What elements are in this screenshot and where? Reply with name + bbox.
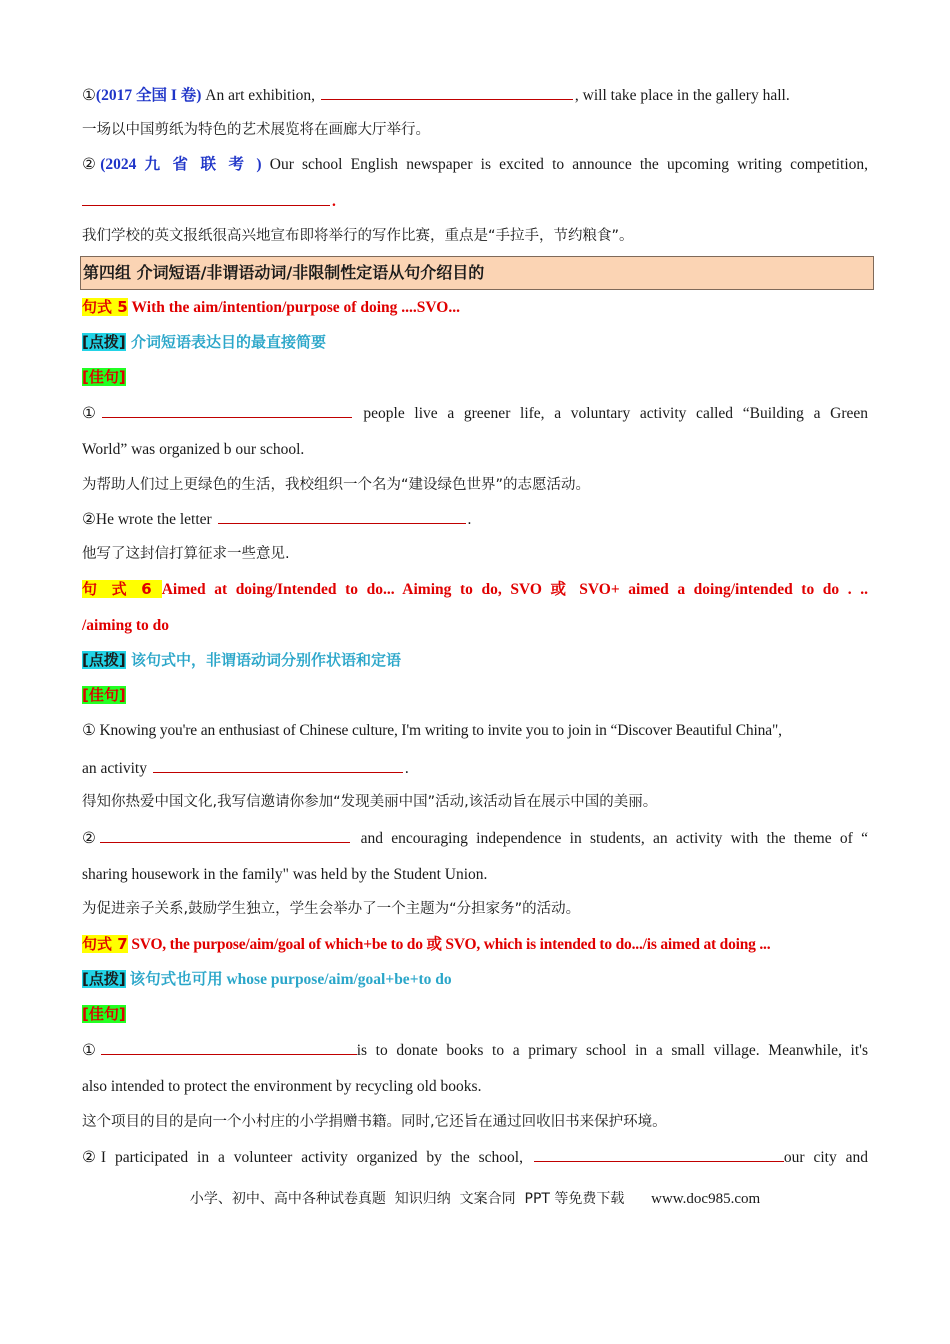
example-line: sharing housework in the family" was held by the Student Union. xyxy=(82,866,488,883)
pattern-label: 句式 7 xyxy=(82,935,128,953)
example-line: World” was organized b our school. xyxy=(82,441,305,458)
pattern-title: 句式 5 With the aim/intention/purpose of doing ....SVO... xyxy=(82,298,460,316)
answer-line: . xyxy=(82,190,868,213)
example-line: ② and encouraging independence in students, an activity with the theme of “ xyxy=(82,827,868,850)
pattern-label: 句式 5 xyxy=(82,298,128,316)
example-tag: [佳句] xyxy=(82,368,126,386)
footer-text: 小学、初中、高中各种试卷真题 知识归纳 文案合同 PPT 等免费下载 xyxy=(189,1191,625,1207)
tip-tag: [点拨] xyxy=(82,970,126,988)
pattern-label: 句 式 6 xyxy=(82,580,162,598)
example-tag-line xyxy=(82,1003,868,1026)
tip-line: [点拨] 介词短语表达目的最直接简要 xyxy=(82,333,326,351)
answer-blank[interactable] xyxy=(534,1146,784,1162)
example-tag-line xyxy=(82,366,868,389)
pattern-title: 句式 7 SVO, the purpose/aim/goal of which+be to do 或 SVO, which is intended to do.../is aimed at doing ... xyxy=(82,935,771,953)
example-line: ②I participated in a volunteer activity organized by the school, our city and xyxy=(82,1146,868,1169)
pattern-title-cont: /aiming to do xyxy=(82,617,169,634)
translation-line: 为帮助人们过上更绿色的生活，我校组织一个名为“建设绿色世界”的志愿活动。 xyxy=(82,477,591,493)
example-line: ① Knowing you're an enthusiast of Chinese culture, I'm writing to invite you to join in “Discover Beautiful China", xyxy=(82,722,782,739)
page-footer xyxy=(0,1188,950,1208)
answer-blank[interactable] xyxy=(218,508,466,524)
answer-blank[interactable] xyxy=(82,190,330,206)
example-tag: [佳句] xyxy=(82,686,126,704)
item-number: ① xyxy=(82,87,96,104)
answer-blank[interactable] xyxy=(321,84,573,100)
example-line: ②He wrote the letter . xyxy=(82,508,868,531)
tip-tag: [点拨] xyxy=(82,333,126,351)
translation-line: 我们学校的英文报纸很高兴地宣布即将举行的写作比赛，重点是“手拉手，节约粮食”。 xyxy=(82,228,634,244)
answer-blank[interactable] xyxy=(101,1039,357,1055)
section-header: 第四组 介词短语/非谓语动词/非限制性定语从句介绍目的 xyxy=(80,256,874,290)
example-line: ① is to donate books to a primary school in a small village. Meanwhile, it's xyxy=(82,1039,868,1062)
tip-line: [点拨] 该句式中，非谓语动词分别作状语和定语 xyxy=(82,651,401,669)
answer-blank[interactable] xyxy=(153,757,403,773)
translation-line: 这个项目的目的是向一个小村庄的小学捐赠书籍。同时,它还旨在通过回收旧书来保护环境。 xyxy=(82,1114,667,1130)
source-tag: (2017 全国 I 卷) xyxy=(95,87,202,104)
source-tag: (2024 九 省 联 考 ) xyxy=(100,156,262,173)
footer-link[interactable]: www.doc985.com xyxy=(651,1191,761,1207)
example-line: an activity . xyxy=(82,757,868,780)
translation-line: 得知你热爱中国文化,我写信邀请你参加“发现美丽中国”活动,该活动旨在展示中国的美丽。 xyxy=(82,794,658,810)
answer-blank[interactable] xyxy=(102,402,352,418)
question-line: ②(2024 九 省 联 考 ) Our school English newspaper is excited to announce the upcoming writing competition, xyxy=(82,156,868,173)
example-line: also intended to protect the environment by recycling old books. xyxy=(82,1078,482,1095)
answer-blank[interactable] xyxy=(100,827,350,843)
example-line: ① people live a greener life, a voluntary activity called “Building a Green xyxy=(82,402,868,425)
tip-tag: [点拨] xyxy=(82,651,126,669)
translation-line: 一场以中国剪纸为特色的艺术展览将在画廊大厅举行。 xyxy=(82,122,430,138)
pattern-title: 句 式 6 Aimed at doing/Intended to do... Aiming to do, SVO 或 SVO+ aimed a doing/intended to do . .. xyxy=(82,580,868,598)
example-tag-line xyxy=(82,684,868,707)
question-line: ①(2017 全国 I 卷) An art exhibition, , will take place in the gallery hall. xyxy=(82,84,868,107)
tip-line: [点拨] 该句式也可用 whose purpose/aim/goal+be+to do xyxy=(82,970,452,988)
translation-line: 为促进亲子关系,鼓励学生独立，学生会举办了一个主题为“分担家务”的活动。 xyxy=(82,901,581,917)
example-tag: [佳句] xyxy=(82,1005,126,1023)
translation-line: 他写了这封信打算征求一些意见. xyxy=(82,546,290,562)
